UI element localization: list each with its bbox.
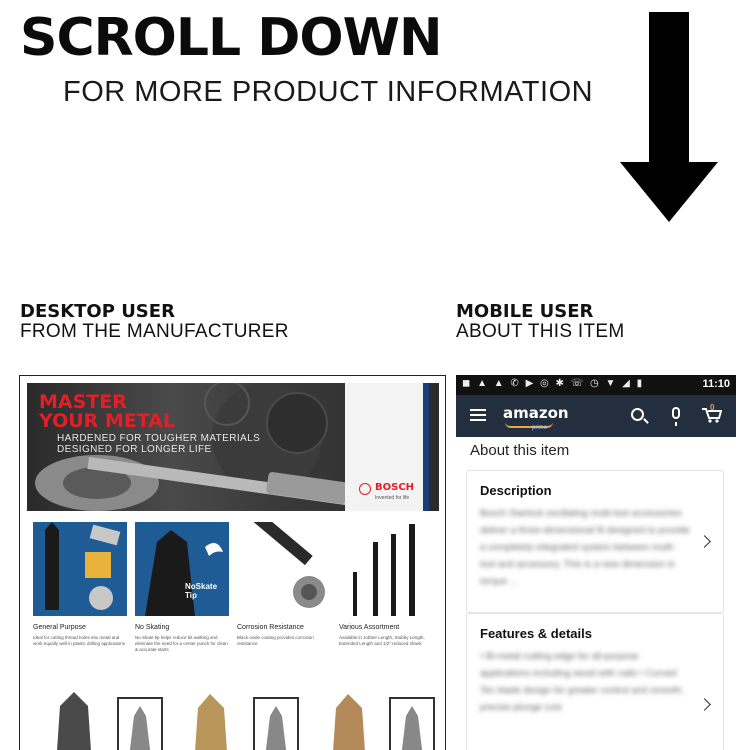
product-image [135, 522, 229, 616]
hamburger-menu-icon[interactable] [470, 409, 486, 421]
banner-title: MASTER YOUR METAL [39, 391, 176, 432]
product-name: No Skating [135, 624, 170, 631]
product-image [237, 522, 331, 616]
product-image [339, 522, 433, 616]
amazon-nav-bar [456, 395, 736, 437]
hero-banner [27, 383, 439, 511]
product-description: Available in Jobber Length, Stubby Length, Extended Length and 1/2" reduced shank [339, 635, 425, 646]
search-icon[interactable] [631, 408, 644, 421]
amazon-logo[interactable]: amazon [503, 404, 569, 422]
down-arrow-icon [620, 12, 718, 222]
bosch-logo-icon [359, 483, 371, 495]
subline: FOR MORE PRODUCT INFORMATION [63, 76, 594, 108]
brand-panel [345, 383, 429, 511]
features-title: Features & details [480, 626, 592, 641]
brand-name: BOSCH [375, 482, 415, 493]
headline: SCROLL DOWN [20, 8, 442, 68]
description-body: Bosch Starlock oscillating multi-tool accessories deliver a three-dimensional fit designed to provide a completely integrated system between multi-tool and accessory. This is a new dimension in torque ... [480, 508, 690, 587]
product-name: Various Assortment [339, 624, 400, 631]
description-title: Description [480, 483, 552, 498]
chevron-right-icon[interactable] [698, 698, 711, 711]
microphone-icon[interactable] [672, 407, 680, 419]
chevron-right-icon[interactable] [698, 535, 711, 548]
product-tile-no-skating [135, 522, 229, 653]
desktop-user-title: DESKTOP USER [20, 301, 175, 322]
product-description: No Skate tip helps reduce bit walking and eliminate the need for a center punch for clean & accurate starts [135, 635, 228, 652]
status-icons: ◼ ▲ ▲ ✆ ▶ ◎ ✱ ☏ ◷ ▼ ◢ ▮ [462, 378, 645, 389]
features-body: • Bi-metal cutting edge for all-purpose applications including wood with nails • Curved Tec blade design for greater control and smooth, precise plunge cuts [480, 651, 684, 713]
product-name: Corrosion Resistance [237, 624, 304, 631]
brand-tagline: Invented for life [375, 495, 410, 501]
desktop-user-subtitle: FROM THE MANUFACTURER [20, 321, 289, 342]
banner-tagline-2: DESIGNED FOR LONGER LIFE [57, 444, 212, 455]
product-image [33, 522, 127, 616]
product-description: Black oxide coating provides corrosion resistance [237, 635, 314, 646]
drill-bits-row-image [30, 686, 440, 750]
mobile-user-title: MOBILE USER [456, 301, 594, 322]
status-bar [456, 375, 736, 395]
cart-count: 0 [710, 403, 715, 412]
product-tile-corrosion-resistance [237, 522, 331, 647]
product-tile-general-purpose [33, 522, 127, 647]
desktop-preview [19, 375, 446, 750]
mobile-user-subtitle: ABOUT THIS ITEM [456, 321, 625, 342]
product-name: General Purpose [33, 624, 86, 631]
no-skate-badge: NoSkate Tip [185, 582, 218, 600]
description-card[interactable] [466, 470, 724, 613]
status-time: 11:10 [702, 378, 730, 390]
features-card[interactable] [466, 613, 724, 750]
prime-label: prime [532, 425, 548, 431]
mobile-preview [456, 375, 736, 750]
product-description: Ideal for cutting thread holes into metal and work equally well in plastic drilling applications [33, 635, 126, 646]
about-this-item-heading: About this item [470, 442, 570, 459]
banner-tagline-1: HARDENED FOR TOUGHER MATERIALS [57, 433, 261, 444]
product-tile-various-assortment [339, 522, 433, 647]
